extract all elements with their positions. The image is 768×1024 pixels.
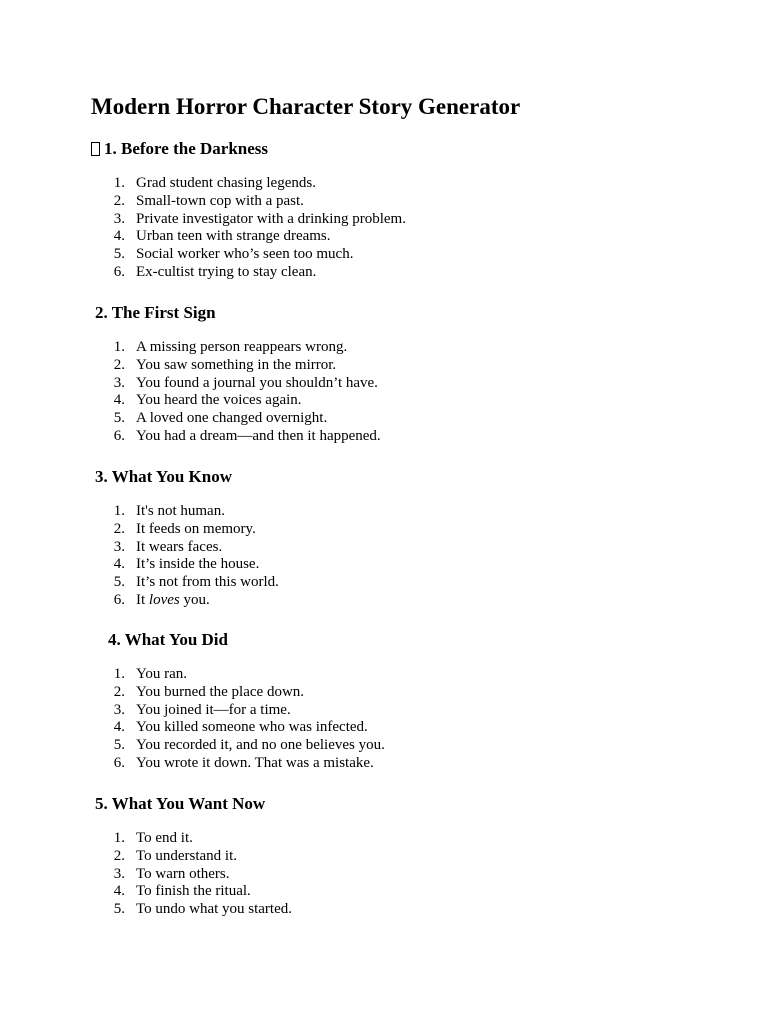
list-number: 6.: [113, 754, 125, 771]
list-number: 3.: [113, 538, 125, 555]
section-heading: 5. What You Want Now: [95, 794, 266, 813]
list-number: 4.: [113, 556, 125, 573]
list-number: 5.: [113, 737, 125, 754]
section-heading: 2. The First Sign: [95, 303, 216, 322]
list-number: 1.: [113, 503, 125, 519]
list-item-text: You heard the voices again.: [136, 392, 302, 409]
list-item-text: [136, 592, 210, 610]
list-item-text: Small-town cop with a past.: [136, 192, 304, 209]
list-item-text: To warn others.: [136, 865, 230, 882]
list-number: 4.: [113, 392, 125, 409]
list-number: 6.: [113, 591, 125, 608]
list-item-text: You saw something in the mirror.: [136, 356, 337, 373]
list-item-text: Urban teen with strange dreams.: [136, 228, 331, 245]
section-heading-text: 1. Before the Darkness: [104, 139, 268, 158]
list-number: 3.: [113, 374, 125, 391]
list-item-text: To undo what you started.: [136, 901, 293, 918]
list-item-text: To understand it.: [136, 847, 238, 864]
list-item-text: Ex-cultist trying to stay clean.: [136, 263, 317, 280]
list-item-text: It’s inside the house.: [136, 556, 260, 573]
list-number: 1.: [113, 666, 125, 682]
list-item-text: You wrote it down. That was a mistake.: [136, 754, 374, 771]
list-number: 2.: [113, 356, 125, 373]
list-item-text: It feeds on memory.: [136, 520, 256, 537]
list-number: 5.: [113, 574, 125, 591]
list-number: 3.: [113, 701, 125, 718]
list-item-text: Grad student chasing legends.: [136, 175, 316, 191]
section-heading: [91, 138, 268, 160]
list-item-text: You burned the place down.: [136, 683, 305, 700]
list-number: 3.: [113, 210, 125, 227]
list-number: 5.: [113, 246, 125, 263]
list-item-text: It wears faces.: [136, 538, 223, 555]
list-number: 4.: [113, 883, 125, 900]
text-run: It: [136, 591, 149, 608]
list-number: 1.: [113, 339, 125, 355]
list-item-text: It’s not from this world.: [136, 574, 279, 591]
list-number: 1.: [113, 175, 125, 191]
list-number: 2.: [113, 847, 125, 864]
list-number: 5.: [113, 901, 125, 918]
list-number: 4.: [113, 719, 125, 736]
list-item-text: To finish the ritual.: [136, 883, 251, 900]
list-item-text: Social worker who’s seen too much.: [136, 246, 354, 263]
list-item-text: To end it.: [136, 830, 193, 846]
text-run: you.: [179, 591, 210, 608]
list-number: 5.: [113, 410, 125, 427]
document-title: Modern Horror Character Story Generator: [91, 94, 521, 119]
list-number: 3.: [113, 865, 125, 882]
list-item-text: It's not human.: [136, 503, 225, 519]
list-item-text: You had a dream—and then it happened.: [136, 427, 381, 444]
list-number: 6.: [113, 427, 125, 444]
list-number: 2.: [113, 520, 125, 537]
list-number: 6.: [113, 263, 125, 280]
list-number: 2.: [113, 192, 125, 209]
list-item-text: You found a journal you shouldn’t have.: [136, 374, 378, 391]
list-item-text: You recorded it, and no one believes you.: [136, 737, 385, 754]
list-item-text: You killed someone who was infected.: [136, 719, 368, 736]
emphasized-text: loves: [148, 591, 180, 608]
list-item-text: You joined it—for a time.: [136, 701, 291, 718]
missing-glyph-icon: [91, 142, 100, 156]
list-number: 4.: [113, 228, 125, 245]
list-item-text: You ran.: [136, 666, 187, 682]
list-item-text: A missing person reappears wrong.: [136, 339, 348, 355]
section-heading: 4. What You Did: [108, 630, 228, 649]
list-item-text: A loved one changed overnight.: [136, 410, 328, 427]
list-number: 1.: [113, 830, 125, 846]
section-heading: 3. What You Know: [95, 467, 232, 486]
list-item-text: Private investigator with a drinking problem.: [136, 210, 406, 227]
list-number: 2.: [113, 683, 125, 700]
